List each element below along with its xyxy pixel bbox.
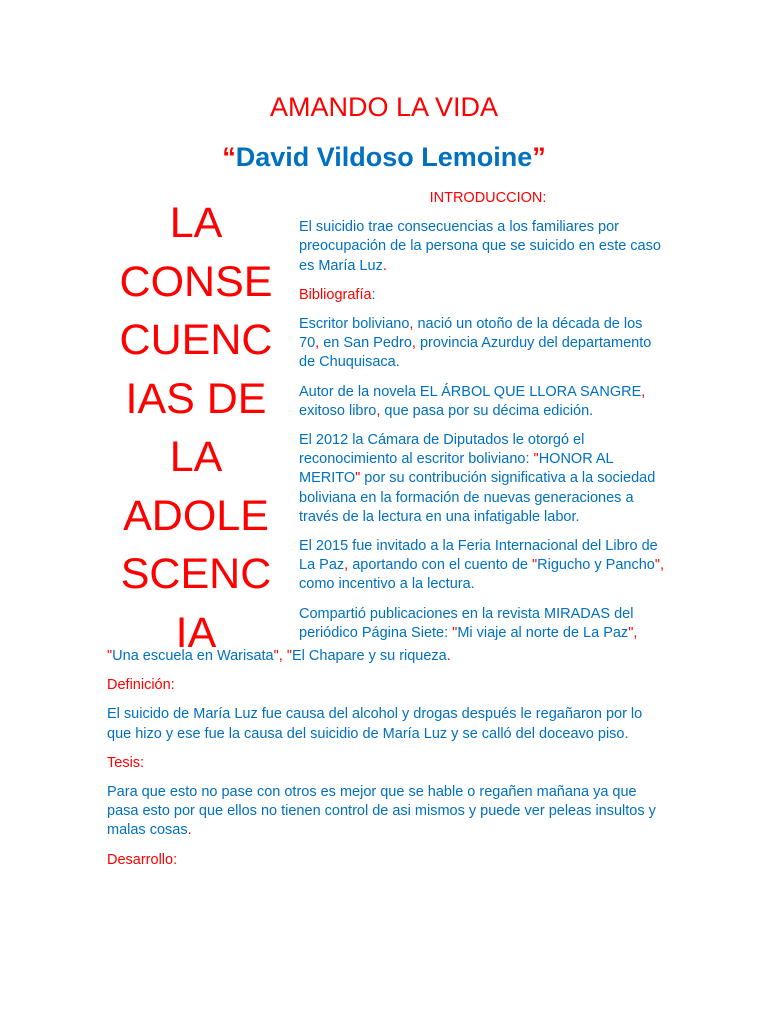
bio-text: Mi viaje al norte de La Paz xyxy=(457,624,629,641)
big-title-line: SCENC xyxy=(120,550,272,598)
tesis-text: Para que esto no pase con otros es mejor que se hable o regañen mañana ya que pasa esto por que ellos no tienen control de asi mismos y puede ver peleas insultos y malas cosas xyxy=(107,784,656,839)
document-subtitle xyxy=(0,142,768,173)
bio-quote: " xyxy=(654,557,660,574)
definicion-paragraph: El suicido de María Luz fue causa del alcohol y drogas después le regañaron por lo que hizo y ese fue la causa del suicidio de María Luz y se calló del doceavo piso. xyxy=(107,706,643,742)
intro-text: El suicidio trae consecuencias a los familiares por preocupación de la persona que se suicido en este caso es María Luz xyxy=(299,219,661,274)
bio-text: como incentivo a la lectura. xyxy=(299,576,475,593)
bio-text: exitoso libro xyxy=(299,402,377,419)
intro-paragraph xyxy=(299,218,665,276)
right-column xyxy=(299,189,665,653)
bio-comma: , xyxy=(376,402,381,419)
bio-text: provincia Azurduy del departamento de Chuquisaca. xyxy=(299,335,652,371)
bio-text: El 2015 fue invitado a la Feria Internacional del Libro de La Paz xyxy=(299,538,658,574)
bio-paragraph-5 xyxy=(299,605,665,643)
big-title-line: LA xyxy=(169,199,223,247)
bio-quote: " xyxy=(107,648,113,664)
bio-paragraph-5-continued xyxy=(107,647,667,666)
bio-quote: " xyxy=(273,648,279,664)
bio-quote: " xyxy=(628,624,634,641)
desarrollo-heading: Desarrollo: xyxy=(107,851,178,868)
bio-text: Autor de la novela EL ÁRBOL QUE LLORA SANGRE xyxy=(299,383,642,400)
bio-quote: " xyxy=(533,451,539,468)
tesis-period: . xyxy=(187,822,192,839)
bio-quote: " xyxy=(355,470,361,487)
open-quote: “ xyxy=(222,142,236,172)
bio-text: Una escuela en Warisata xyxy=(112,648,274,664)
author-name: David Vildoso Lemoine xyxy=(235,142,533,172)
bio-quote: " xyxy=(286,648,292,664)
bio-text: por su contribución significativa a la sociedad boliviana en la formación de nuevas generaciones a través de la lectura en una infatigable labor. xyxy=(299,470,656,525)
big-title-line: IA xyxy=(175,608,217,657)
big-title xyxy=(106,194,286,662)
bio-text: aportando con el cuento de xyxy=(348,557,532,574)
big-title-line: CONSE xyxy=(119,257,273,306)
close-quote: ” xyxy=(532,142,546,172)
bio-text: HONOR AL MERITO xyxy=(299,451,614,487)
bio-text: Escritor boliviano xyxy=(299,316,410,333)
intro-period: . xyxy=(382,257,387,274)
tesis-paragraph xyxy=(107,783,667,841)
bio-paragraph-3 xyxy=(299,431,665,527)
bio-paragraph-4 xyxy=(299,537,665,595)
big-title-line: ADOLE xyxy=(123,491,269,540)
bio-text: Rigucho y Pancho xyxy=(537,557,655,574)
big-title-line: IAS DE xyxy=(125,374,267,423)
bio-text: El Chapare y su riqueza xyxy=(292,648,447,664)
intro-heading: INTRODUCCION: xyxy=(429,190,547,206)
lower-section xyxy=(107,647,667,880)
bio-text: en San Pedro xyxy=(319,335,412,352)
bio-text: Compartió publicaciones en la revista MIRADAS del periódico Página Siete: xyxy=(299,605,634,641)
bibliografia-heading xyxy=(299,286,665,305)
bio-comma: , xyxy=(344,557,349,574)
bibliografia-heading-text: Bibliografía xyxy=(299,286,372,303)
big-title-line: CUENC xyxy=(119,316,273,364)
bio-text: que pasa por su décima edición. xyxy=(380,402,594,419)
document-title: AMANDO LA VIDA xyxy=(269,92,499,122)
bio-comma: , xyxy=(633,624,638,641)
bio-comma: , xyxy=(278,648,283,664)
tesis-heading: Tesis: xyxy=(107,754,145,771)
definicion-heading: Definición: xyxy=(107,677,175,694)
bio-quote: " xyxy=(452,624,458,641)
big-title-line: LA xyxy=(169,433,223,481)
bio-comma: , xyxy=(411,335,416,352)
bio-paragraph-2 xyxy=(299,383,665,421)
bio-text: El 2012 la Cámara de Diputados le otorgó el reconocimiento al escritor boliviano: xyxy=(299,432,585,468)
bio-quote: " xyxy=(532,557,538,574)
bio-period: . xyxy=(446,648,451,664)
bio-comma: , xyxy=(315,335,320,352)
bio-comma: , xyxy=(641,383,646,400)
bio-comma: , xyxy=(409,316,414,333)
bio-paragraph-1 xyxy=(299,315,665,373)
bio-comma: , xyxy=(660,557,665,574)
bio-text: nació un otoño de la década de los 70 xyxy=(299,316,643,352)
bibliografia-colon: : xyxy=(371,286,376,303)
